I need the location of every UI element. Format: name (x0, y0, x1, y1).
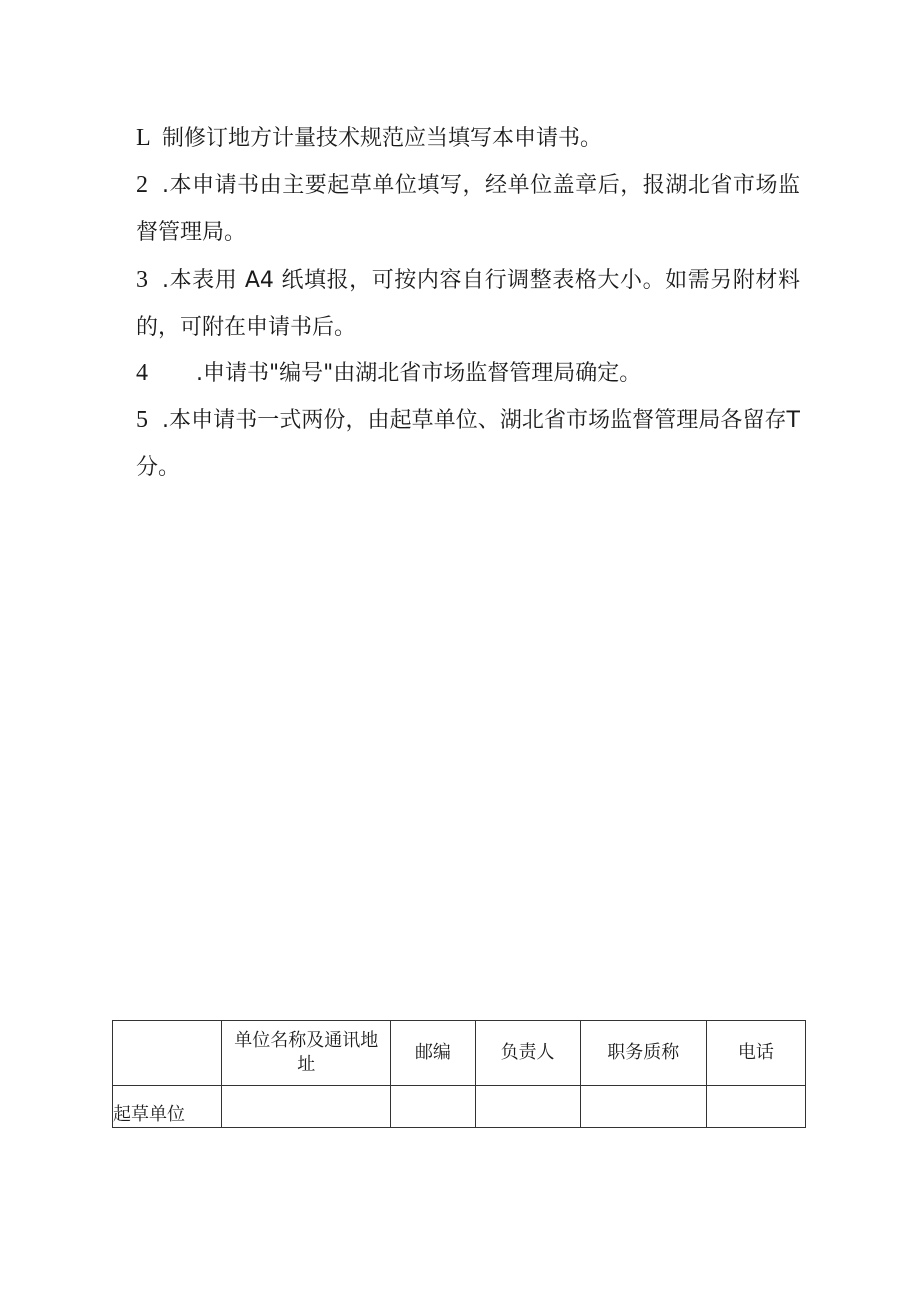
row-label-drafting-unit: 起草单位 (113, 1086, 222, 1128)
instruction-text: .本申请书一式两份，由起草单位、湖北省市场监督管理局各留存T分。 (136, 408, 800, 480)
instruction-2 (136, 162, 800, 256)
drafting-unit-table (112, 1020, 806, 1128)
table-row (113, 1086, 806, 1128)
table-header-row (113, 1021, 806, 1086)
phone-cell[interactable] (706, 1086, 805, 1128)
title-cell[interactable] (580, 1086, 706, 1128)
instruction-4 (136, 350, 800, 397)
instruction-text: .申请书"编号"由湖北省市场监督管理局确定。 (196, 361, 642, 386)
instruction-text: .本申请书由主要起草单位填写，经单位盖章后，报湖北省市场监督管理局。 (136, 173, 800, 245)
instruction-number: 4 (136, 360, 148, 386)
instruction-1 (136, 115, 800, 162)
instruction-text: .本表用 A4 纸填报，可按内容自行调整表格大小。如需另附材料的，可附在申请书后。 (136, 268, 800, 340)
header-cell-phone: 电话 (706, 1021, 805, 1086)
header-cell-person-in-charge: 负责人 (475, 1021, 580, 1086)
instruction-5 (136, 397, 800, 491)
instruction-number: 3 (136, 267, 148, 293)
instruction-number: L (136, 125, 151, 151)
postcode-cell[interactable] (391, 1086, 475, 1128)
instruction-3 (136, 257, 800, 351)
header-cell-empty (113, 1021, 222, 1086)
header-cell-unit-name-address: 单位名称及通讯地址 (222, 1021, 391, 1086)
person-in-charge-cell[interactable] (475, 1086, 580, 1128)
instruction-text: 制修订地方计量技术规范应当填写本申请书。 (162, 126, 603, 151)
instruction-number: 5 (136, 407, 148, 433)
header-cell-title: 职务质称 (580, 1021, 706, 1086)
instruction-number: 2 (136, 172, 148, 198)
unit-name-address-cell[interactable] (222, 1086, 391, 1128)
header-cell-postcode: 邮编 (391, 1021, 475, 1086)
